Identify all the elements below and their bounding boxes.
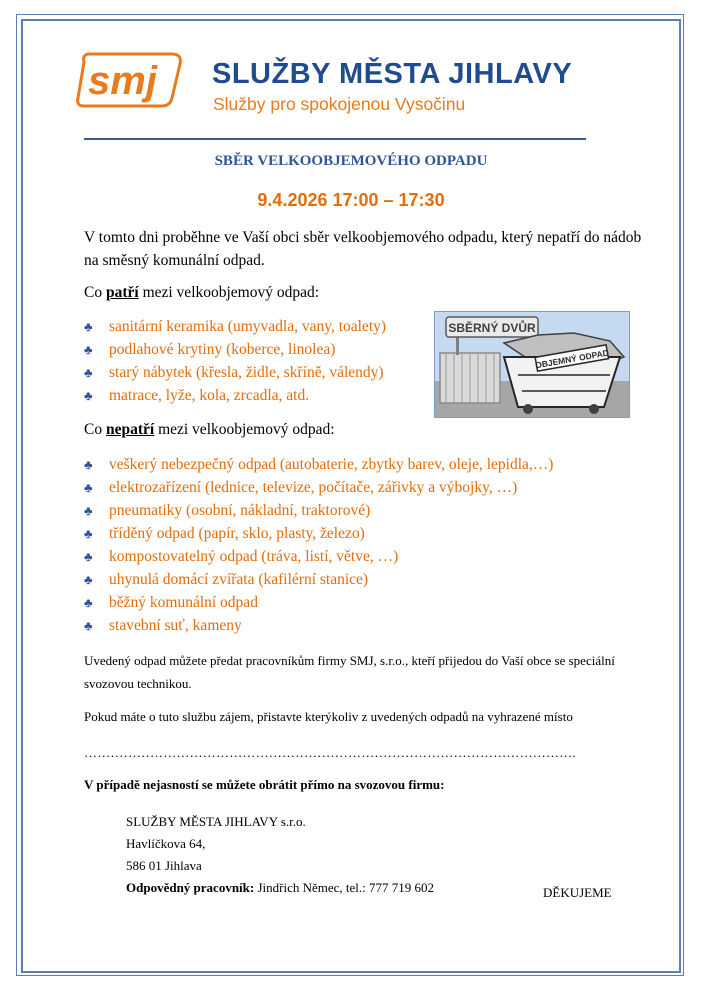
list-item: ♣ pneumatiky (osobní, nákladní, traktorové) <box>84 499 553 522</box>
document-title: SBĚR VELKOOBJEMOVÉHO ODPADU <box>214 153 488 169</box>
contact-person: Jindřich Němec, tel.: 777 719 602 <box>257 880 435 895</box>
club-bullet-icon: ♣ <box>84 618 93 633</box>
club-bullet-icon: ♣ <box>84 457 93 472</box>
list-item: ♣ elektrozařízení (lednice, televize, počítače, zářivky a výbojky, …) <box>84 476 553 499</box>
list-item: ♣ sanitární keramika (umyvadla, vany, toalety) <box>84 315 386 338</box>
club-bullet-icon: ♣ <box>84 503 93 518</box>
list-item: ♣ podlahové krytiny (koberce, linolea) <box>84 338 386 361</box>
list-item: ♣ tříděný odpad (papír, sklo, plasty, železo) <box>84 522 553 545</box>
belongs-keyword: patří <box>105 284 139 301</box>
contact-person-label: Odpovědný pracovník: <box>126 880 255 895</box>
club-bullet-icon: ♣ <box>84 595 93 610</box>
contact-block <box>126 811 434 899</box>
not-belongs-suffix: mezi velkoobjemový odpad: <box>158 421 335 438</box>
belongs-prefix: Co <box>84 284 103 301</box>
list-item: ♣ uhynulá domácí zvířata (kafilérní stanice) <box>84 568 553 591</box>
question-line: V případě nejasností se můžete obrátit přímo na svozovou firmu: <box>84 777 445 792</box>
list-item: ♣ matrace, lyže, kola, zrcadla, atd. <box>84 384 386 407</box>
not-belongs-heading <box>84 421 335 439</box>
list-item: ♣ kompostovatelný odpad (tráva, listí, větve, …) <box>84 545 553 568</box>
list-item: ♣ běžný komunální odpad <box>84 591 553 614</box>
not-belongs-list <box>84 453 553 637</box>
brand-title: SLUŽBY MĚSTA JIHLAVY <box>212 58 573 90</box>
contact-person-line <box>126 877 434 899</box>
smj-logo <box>76 48 188 110</box>
club-bullet-icon: ♣ <box>84 526 93 541</box>
contact-street: Havlíčkova 64, <box>126 836 206 851</box>
intro-paragraph: V tomto dni proběhne ve Vaší obci sběr velkoobjemového odpadu, který nepatří do nádob na směsný komunální odpad. <box>84 229 642 269</box>
not-belongs-prefix: Co <box>84 421 103 438</box>
contact-city: 586 01 Jihlava <box>126 858 202 873</box>
club-bullet-icon: ♣ <box>84 549 93 564</box>
not-belongs-keyword: nepatří <box>105 421 155 438</box>
sign-label: SBĚRNÝ DVŮR <box>448 321 536 335</box>
location-blank: …………………………………………………………………………………………………. <box>84 745 576 760</box>
belongs-list <box>84 315 386 407</box>
list-item: ♣ veškerý nebezpečný odpad (autobaterie, zbytky barev, oleje, lepidla,…) <box>84 453 553 476</box>
handover-paragraph: Uvedený odpad můžete předat pracovníkům firmy SMJ, s.r.o., kteří přijedou do Vaší obce se speciální svozovou technikou. <box>84 653 615 691</box>
contact-company: SLUŽBY MĚSTA JIHLAVY s.r.o. <box>126 814 306 829</box>
interest-paragraph: Pokud máte o tuto službu zájem, přistavte kterýkoliv z uvedených odpadů na vyhrazené místo <box>84 709 573 724</box>
thanks-text: DĚKUJEME <box>543 885 612 900</box>
club-bullet-icon: ♣ <box>84 480 93 495</box>
brand-subtitle: Služby pro spokojenou Vysočinu <box>213 94 466 114</box>
list-item: ♣ starý nábytek (křesla, židle, skříně, válendy) <box>84 361 386 384</box>
header-rule <box>84 138 586 140</box>
event-time: 9.4.2026 17:00 – 17:30 <box>257 190 445 210</box>
belongs-heading <box>84 284 319 302</box>
collection-yard-illustration <box>434 311 630 418</box>
logo-text: smj <box>88 59 157 103</box>
container-label: OBJEMNÝ ODPAD <box>534 347 610 371</box>
club-bullet-icon: ♣ <box>84 319 93 334</box>
list-item: ♣ stavební suť, kameny <box>84 614 553 637</box>
club-bullet-icon: ♣ <box>84 572 93 587</box>
belongs-suffix: mezi velkoobjemový odpad: <box>142 284 320 301</box>
club-bullet-icon: ♣ <box>84 388 93 403</box>
club-bullet-icon: ♣ <box>84 342 93 357</box>
club-bullet-icon: ♣ <box>84 365 93 380</box>
